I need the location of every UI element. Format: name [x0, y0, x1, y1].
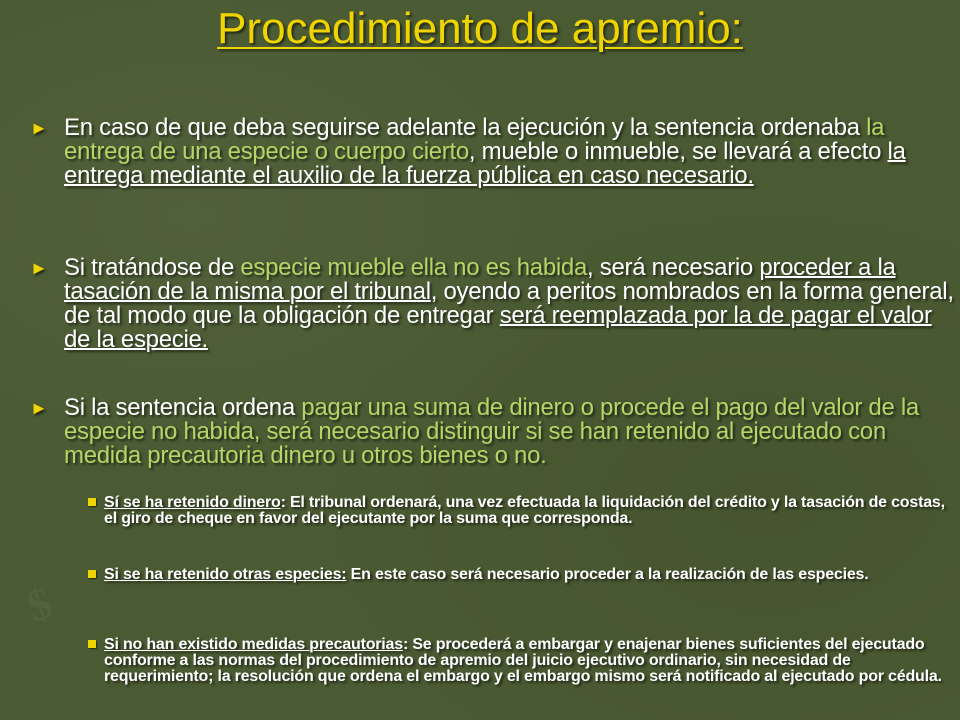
subbullet-label: Sí se ha retenido dinero — [104, 494, 281, 511]
bullet-text-part: , será necesario — [587, 254, 760, 281]
subbullet-body: : Se procederá a embargar y enajenar bienes suficientes del ejecutado conforme a las normas del procedimiento de apremio del juicio ejecutivo ordinario, sin necesidad de requerimiento; la resolución que ordena el embargo y el embargo mismo será notificado al ejecutado por cédula. — [104, 636, 942, 685]
subbullet-retenido-especies — [88, 567, 954, 583]
bullet-highlight: pagar una suma de dinero o procede el pago del valor de la especie no habida, será necesario distinguir si se han retenido al ejecutado con medida precautoria dinero u otros bienes o no. — [64, 394, 919, 469]
subbullet-text — [104, 567, 954, 583]
subbullet-label: Si no han existido medidas precautorias — [104, 636, 403, 653]
bullet-highlight: la entrega de una especie o cuerpo cierto — [64, 114, 885, 165]
subbullet-label: Si se ha retenido otras especies: — [104, 566, 347, 583]
right-pointer-arrow-icon: ► — [30, 258, 48, 278]
subbullet-text — [104, 495, 954, 527]
bullet-text — [64, 396, 956, 468]
bullet-item-especie-mueble — [30, 256, 956, 352]
subbullet-body: : El tribunal ordenará, una vez efectuada la liquidación del crédito y la tasación de costas, el giro de cheque en favor del ejecutante por la suma que corresponda. — [104, 494, 945, 527]
bullet-text-part: , mueble o inmueble, se llevará a efecto — [468, 138, 888, 165]
subbullet-retenido-dinero — [88, 495, 954, 527]
square-bullet-icon — [88, 640, 96, 648]
slide-title: Procedimiento de apremio: — [217, 4, 743, 53]
bullet-underlined-text: será reemplazada por la de pagar el valor de la especie. — [64, 302, 932, 353]
bullet-item-suma-dinero — [30, 396, 956, 468]
right-pointer-arrow-icon: ► — [30, 118, 48, 138]
bullet-text-part: Si tratándose de — [64, 254, 241, 281]
bullet-underlined-text: proceder a la tasación de la misma por el tribunal — [64, 254, 896, 305]
subbullet-body: En este caso será necesario proceder a la realización de las especies. — [346, 566, 869, 583]
square-bullet-icon — [88, 570, 96, 578]
bullet-text-part: En caso de que deba seguirse adelante la ejecución y la sentencia ordenaba — [64, 114, 867, 141]
bullet-item-entrega-especie — [30, 116, 956, 188]
subbullet-text — [104, 637, 954, 685]
square-bullet-icon — [88, 498, 96, 506]
background-watermark-glyph: $ — [20, 576, 59, 633]
bullet-text-part: Si la sentencia ordena — [64, 394, 302, 421]
bullet-text — [64, 116, 956, 188]
bullet-underlined-text: la entrega mediante el auxilio de la fuerza pública en caso necesario. — [64, 138, 906, 189]
subbullet-sin-medidas — [88, 637, 954, 685]
right-pointer-arrow-icon: ► — [30, 398, 48, 418]
bullet-text — [64, 256, 956, 352]
bullet-highlight: especie mueble ella no es habida — [240, 254, 588, 281]
bullet-text-part: , oyendo a peritos nombrados en la forma general, de tal modo que la obligación de entregar — [64, 278, 954, 329]
